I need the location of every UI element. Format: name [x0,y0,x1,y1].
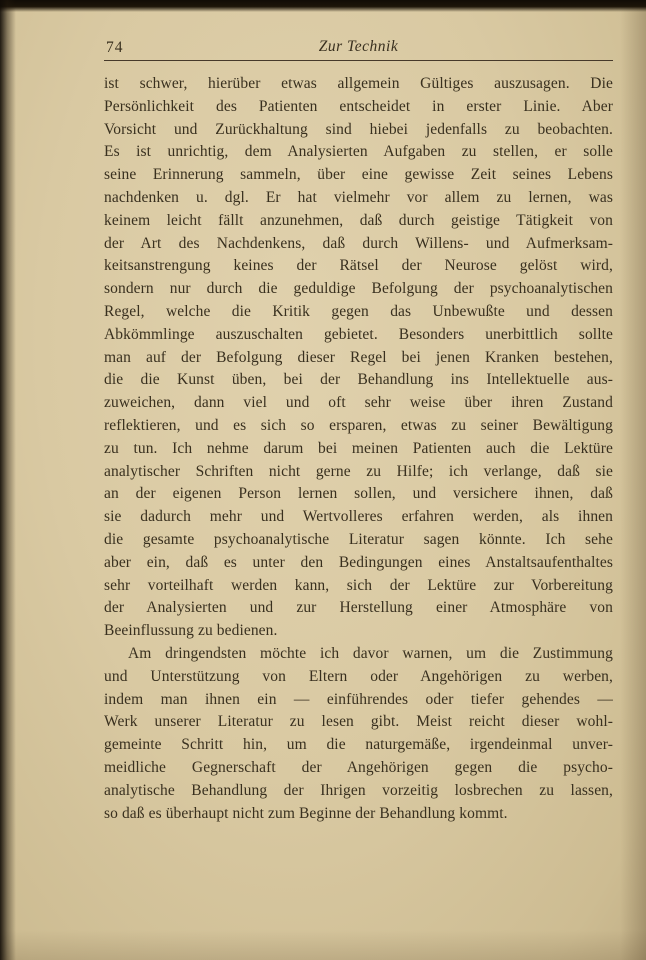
text-line: so daß es überhaupt nicht zum Beginne der Behandlung kommt. [104,804,508,822]
text-line: seine Erinnerung sammeln, über eine gewisse Zeit seines Lebens [104,166,613,184]
text-line: Es ist unrichtig, dem Analysierten Aufgaben zu stellen, er solle [104,143,613,161]
text-line: zu tun. Ich nehme darum bei meinen Patienten auch die Lektüre [104,439,613,457]
running-title: Zur Technik [318,38,399,55]
text-line: man auf der Befolgung dieser Regel bei jenen Kranken bestehen, [104,348,613,366]
text-line: analytischer Schriften nicht gerne zu Hilfe; ich verlange, daß sie [104,462,613,480]
text-line: der Analysierten und zur Herstellung einer Atmosphäre von [104,599,613,617]
scan-edge-top [0,0,646,12]
text-line: sondern nur durch die geduldige Befolgung der psychoanalytischen [104,280,613,298]
scan-edge-right [620,0,646,960]
text-line: indem man ihnen ein — einführendes oder tiefer gehendes — [104,690,613,708]
text-line: Regel, welche die Kritik gegen das Unbewußte und dessen [104,302,613,320]
page-number: 74 [106,39,124,56]
text-line: keinem leicht fällt anzunehmen, daß durch geistige Tätigkeit von [104,211,613,229]
text-line: Abkömmlinge auszuschalten gebietet. Besonders unerbittlich sollte [104,325,613,343]
text-line: der Art des Nachdenkens, daß durch Willens- und Aufmerksam- [104,234,613,252]
text-line: Persönlichkeit des Patienten entscheidet in erster Linie. Aber [104,97,613,115]
text-line: sie dadurch mehr und Wertvolleres erfahren werden, als ihnen [104,508,613,526]
text-line: zuweichen, dann viel und oft sehr weise über ihren Zustand [104,394,613,412]
text-line: und Unterstützung von Eltern oder Angehörigen zu werben, [104,667,613,685]
header-rule [104,60,613,61]
text-line: ist schwer, hierüber etwas allgemein Gültiges auszusagen. Die [104,75,613,92]
text-line: Am dringendsten möchte ich davor warnen, um die Zustimmung [128,644,613,662]
scan-edge-bottom [0,930,646,960]
page-header [104,38,613,60]
text-line: die die Kunst üben, bei der Behandlung ins Intellektuelle aus- [104,371,613,389]
text-line: die gesamte psychoanalytische Literatur sagen könnte. Ich sehe [104,530,613,548]
text-line: meidliche Gegnerschaft der Angehörigen gegen die psycho- [104,758,613,776]
page-content [104,38,613,825]
text-line: sehr vorteilhaft werden kann, sich der Lektüre zur Vorbereitung [104,576,613,594]
text-line: reflektieren, und es sich so ersparen, etwas zu seiner Bewältigung [104,416,613,434]
text-line: an der eigenen Person lernen sollen, und versichere ihnen, daß [104,485,613,503]
scan-edge-left [0,0,16,960]
text-line: Vorsicht und Zurückhaltung sind hiebei jedenfalls zu beobachten. [104,120,613,138]
text-line: Werk unserer Literatur zu lesen gibt. Meist reicht dieser wohl- [104,713,613,731]
page-body [104,73,613,825]
text-line: aber ein, daß es unter den Bedingungen eines Anstaltsaufenthaltes [104,553,613,571]
text-line: gemeinte Schritt hin, um die naturgemäße, irgendeinmal unver- [104,736,613,754]
text-line: nachdenken u. dgl. Er hat vielmehr vor allem zu lernen, was [104,188,613,206]
text-line: keitsanstrengung keines der Rätsel der Neurose gelöst wird, [104,257,613,275]
text-line: analytische Behandlung der Ihrigen vorzeitig losbrechen zu lassen, [104,781,613,799]
text-line: Beeinflussung zu bedienen. [104,622,278,640]
